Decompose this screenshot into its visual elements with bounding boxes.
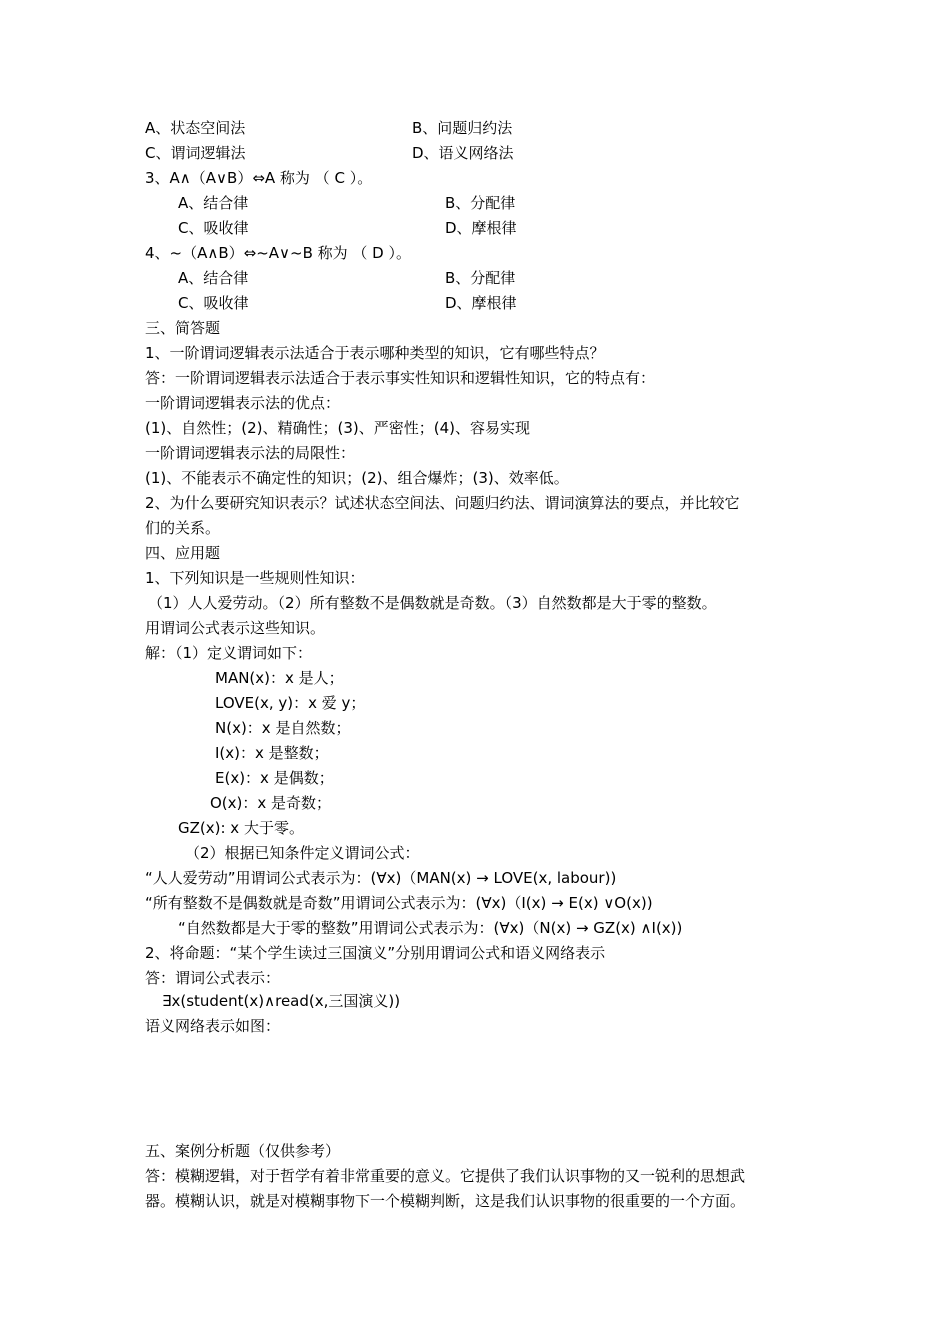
text-line: 三、简答题 bbox=[145, 319, 221, 337]
text-line: 1、下列知识是一些规则性知识： bbox=[145, 569, 365, 587]
text-line: 2、为什么要研究知识表示？试述状态空间法、问题归约法、谓词演算法的要点，并比较它 bbox=[145, 494, 740, 512]
option-text: D、摩根律 bbox=[445, 294, 517, 312]
text-line: 用谓词公式表示这些知识。 bbox=[145, 619, 326, 637]
text-line: 答：一阶谓词逻辑表示法适合于表示事实性知识和逻辑性知识，它的特点有： bbox=[145, 369, 656, 387]
text-line: 一阶谓词逻辑表示法的局限性： bbox=[145, 444, 356, 462]
text-line: 五、案例分析题（仅供参考） bbox=[145, 1142, 341, 1160]
text-line: GZ(x): x 大于零。 bbox=[178, 819, 304, 837]
text-line: 器。模糊认识，就是对模糊事物下一个模糊判断，这是我们认识事物的很重要的一个方面。 bbox=[145, 1192, 746, 1210]
text-line: A、状态空间法 bbox=[145, 119, 246, 137]
text-line: 2、将命题：“某个学生读过三国演义”分别用谓词公式和语义网络表示 bbox=[145, 944, 606, 962]
text-line: 语义网络表示如图： bbox=[145, 1017, 281, 1035]
text-line: （2）根据已知条件定义谓词公式： bbox=[185, 844, 420, 862]
text-line: “自然数都是大于零的整数”用谓词公式表示为：(∀x)（N(x) → GZ(x) ∧I(x)) bbox=[178, 919, 683, 937]
text-line: 一阶谓词逻辑表示法的优点： bbox=[145, 394, 341, 412]
text-line: （1）人人爱劳动。（2）所有整数不是偶数就是奇数。（3）自然数都是大于零的整数。 bbox=[148, 594, 717, 612]
text-line: N(x)：x 是自然数； bbox=[215, 719, 351, 737]
text-line: A、结合律 bbox=[178, 194, 249, 212]
text-line: 3、A∧（A∨B）⇔A 称为 （ C ）。 bbox=[145, 169, 373, 187]
text-line: 1、一阶谓词逻辑表示法适合于表示哪种类型的知识，它有哪些特点？ bbox=[145, 344, 605, 362]
text-line: 4、~（A∧B）⇔~A∨~B 称为 （ D ）。 bbox=[145, 244, 412, 262]
text-line: I(x)：x 是整数； bbox=[215, 744, 329, 762]
text-line: 答：谓词公式表示： bbox=[145, 969, 281, 987]
text-line: 们的关系。 bbox=[145, 519, 221, 537]
option-text: B、问题归约法 bbox=[412, 119, 513, 137]
text-line: A、结合律 bbox=[178, 269, 249, 287]
text-line: 解：（1）定义谓词如下： bbox=[145, 644, 313, 662]
option-text: D、语义网络法 bbox=[412, 144, 514, 162]
text-line: 答：模糊逻辑，对于哲学有着非常重要的意义。它提供了我们认识事物的又一锐利的思想武 bbox=[145, 1167, 746, 1185]
text-line: C、谓词逻辑法 bbox=[145, 144, 246, 162]
text-line: O(x)：x 是奇数； bbox=[210, 794, 332, 812]
text-line: (1)、自然性；(2)、精确性；(3)、严密性；(4)、容易实现 bbox=[145, 419, 530, 437]
option-text: B、分配律 bbox=[445, 269, 516, 287]
text-line: ∃x(student(x)∧read(x,三国演义)) bbox=[162, 992, 401, 1010]
text-line: MAN(x)：x 是人； bbox=[215, 669, 344, 687]
text-line: “所有整数不是偶数就是奇数”用谓词公式表示为：(∀x)（I(x) → E(x) ∨O(x)) bbox=[145, 894, 653, 912]
text-line: C、吸收律 bbox=[178, 294, 249, 312]
option-text: D、摩根律 bbox=[445, 219, 517, 237]
text-line: LOVE(x, y)：x 爱 y； bbox=[215, 694, 366, 712]
text-line: (1)、不能表示不确定性的知识；(2)、组合爆炸；(3)、效率低。 bbox=[145, 469, 569, 487]
option-text: B、分配律 bbox=[445, 194, 516, 212]
text-line: 四、应用题 bbox=[145, 544, 221, 562]
text-line: E(x)：x 是偶数； bbox=[215, 769, 334, 787]
text-line: C、吸收律 bbox=[178, 219, 249, 237]
text-line: “人人爱劳动”用谓词公式表示为：(∀x)（MAN(x) → LOVE(x, labour)) bbox=[145, 869, 617, 887]
